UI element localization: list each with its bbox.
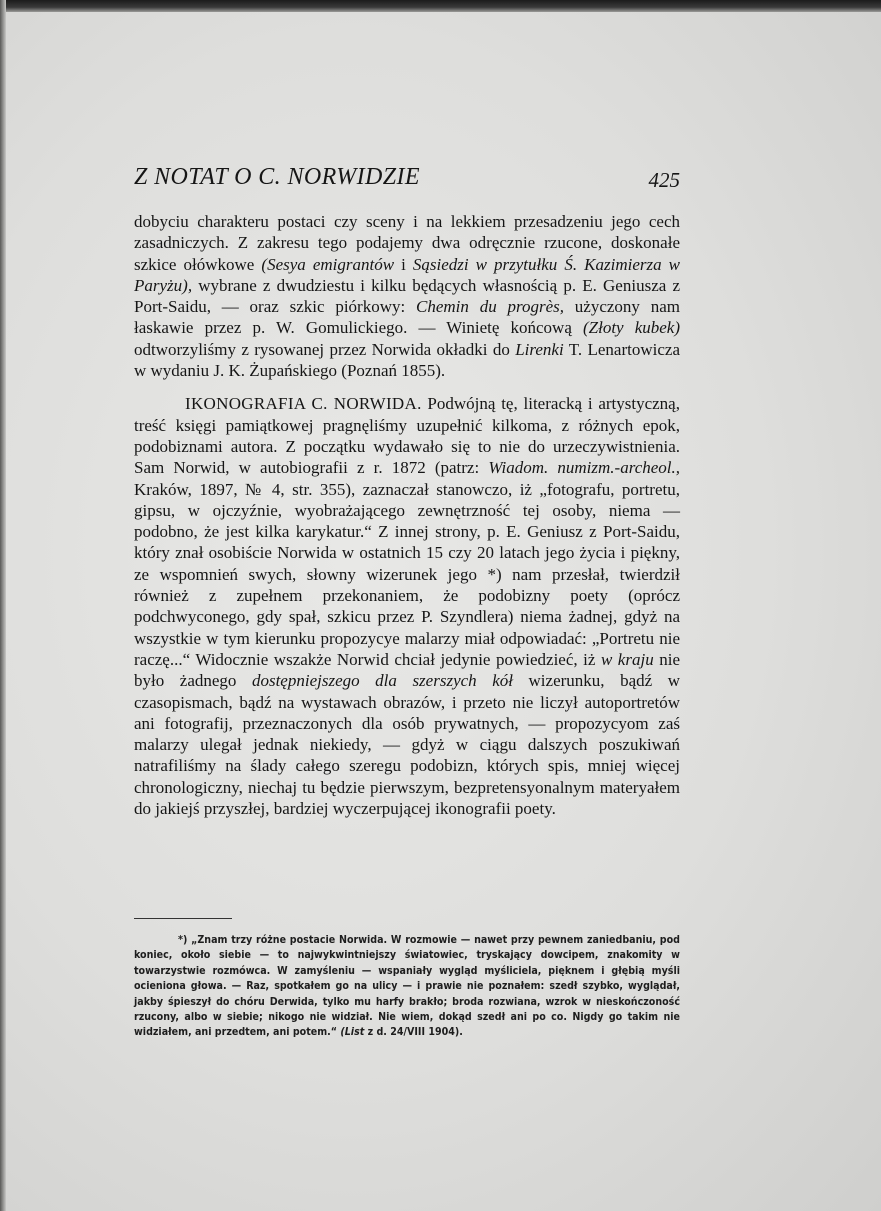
text-run: dobyciu charakteru postaci czy sceny i na lekkiem przesadzeniu jego cech zasadniczych. Z zakresu tego podajemy dwa odręcznie rzucone, doskonałe szkice ołówkowe	[134, 212, 680, 274]
italic-title-lirenki: Lirenki	[515, 339, 564, 359]
text-run: wybrane z dwudziestu i kilku będących własnością p. E. Geniusza z Port-Saidu, — oraz szkic piórkowy:	[134, 275, 680, 317]
italic-citation: Wiadom. numizm.-archeol.,	[488, 458, 681, 478]
footnote	[134, 933, 680, 1041]
text-run: T. Lenartowicza w wydaniu J. K. Żupańskiego (Poznań 1855).	[134, 339, 680, 381]
text-run: Kraków, 1897, № 4, str. 355), zaznaczał stanowczo, iż „fotografu, portretu, gipsu, w ojczyźnie, wyobrażającego zewnętrzność tej osoby, niema — podobno, że jest kilka karykatur.“ Z innej strony, p. E. Geniusz z Port-Saidu, który znał osobiście Norwida w ostatnich 15 czy 20 latach jego życia i piękny, ze wspomnień swych, słowny wizerunek jego *) nam przesłał, twierdził również z zupełnem przekonaniem, że podobizny poety (oprócz podchwyconego, gdy spał, szkicu przez P. Szyndlera) niema żadnej, gdyż na wszystkie w tym kierunku propozycye malarzy miał odpowiadać: „Portretu nie raczę...“ Widocznie wszakże Norwid chciał jedynie powiedzieć, iż	[134, 479, 680, 669]
text-run: użyczony nam łaskawie przez p. W. Gomulickiego. — Winietę końcową	[134, 297, 680, 338]
text-run: *) „Znam trzy różne postacie Norwida. W rozmowie — nawet przy pewnem zaniedbaniu, pod koniec, około siebie — to najwykwintniejszy światowiec, tryskający dowcipem, znakomity w towarzystwie rozmówca. W zamyśleniu — wspaniały wygląd myśliciela, pięknem i głębią myśli ocieniona głowa. — Raz, spotkałem go na ulicy — i prawie nie poznałem: szedł szybko, wyglądał, jakby śpieszył do chóru Derwida, tylko mu harfy brakło; broda rozwiana, wzrok w nieskończoność rzucony, albo w siebie; nikogo nie widział. Nie wiem, dokąd szedł ani po co. Nigdy go takim nie widziałem, ani przedtem, ani potem.“	[134, 934, 680, 1039]
text-run: i	[394, 254, 413, 274]
footnote-divider	[134, 918, 232, 919]
body-text	[134, 211, 680, 819]
italic-emphasis: dostępniejszego dla szerszych kół	[251, 671, 513, 691]
paragraph-iconography	[134, 393, 680, 819]
scan-top-edge	[0, 0, 881, 12]
italic-title-chemin: Chemin du progrès,	[416, 297, 564, 317]
italic-title-sesya: (Sesya emigrantów	[261, 254, 395, 274]
italic-w-kraju: w kraju	[600, 649, 654, 669]
scan-left-edge	[0, 0, 6, 1211]
italic-title-sasiedzi: Sąsiedzi w przytułku Ś. Kazimierza w Paryżu),	[134, 254, 680, 295]
page-header	[134, 164, 680, 196]
italic-title-zloty-kubek: (Złoty kubek)	[582, 318, 680, 338]
section-heading: IKONOGRAFIA C. NORWIDA.	[185, 394, 422, 414]
running-title: Z NOTAT O C. NORWIDZIE	[134, 164, 420, 190]
text-run: nie było żadnego	[134, 649, 680, 691]
page-number: 425	[648, 168, 680, 192]
text-run: odtworzyliśmy z rysowanej przez Norwida okładki do	[134, 339, 516, 359]
text-run: z d. 24/VIII 1904).	[364, 1026, 463, 1039]
italic-list: (List	[340, 1026, 365, 1039]
paragraph-illustrations	[134, 211, 680, 381]
text-run: Podwójną tę, literacką i artystyczną, treść księgi pamiątkowej pragnęliśmy uzupełnić kilkoma, z różnych epok, podobiznami autora. Z początku wydawało się to nie do urzeczywistnienia. Sam Norwid, w autobiografii z r. 1872 (patrz:	[134, 394, 680, 478]
text-run: wizerunku, bądź w czasopismach, bądź na wystawach obrazów, i przeto nie liczył autoportretów ani fotografij, przeznaczonych dla osób prywatnych, — propozycyom zaś malarzy ulegał jednak niekiedy, — gdyż w ciągu dalszych poszukiwań natrafiliśmy na ślady całego szeregu podobizn, których spis, mniej więcej chronologiczny, niechaj tu będzie pierwszym, bezpretensyonalnym materyałem do jakiejś przyszłej, bardziej wyczerpującej ikonografii poety.	[134, 671, 681, 819]
